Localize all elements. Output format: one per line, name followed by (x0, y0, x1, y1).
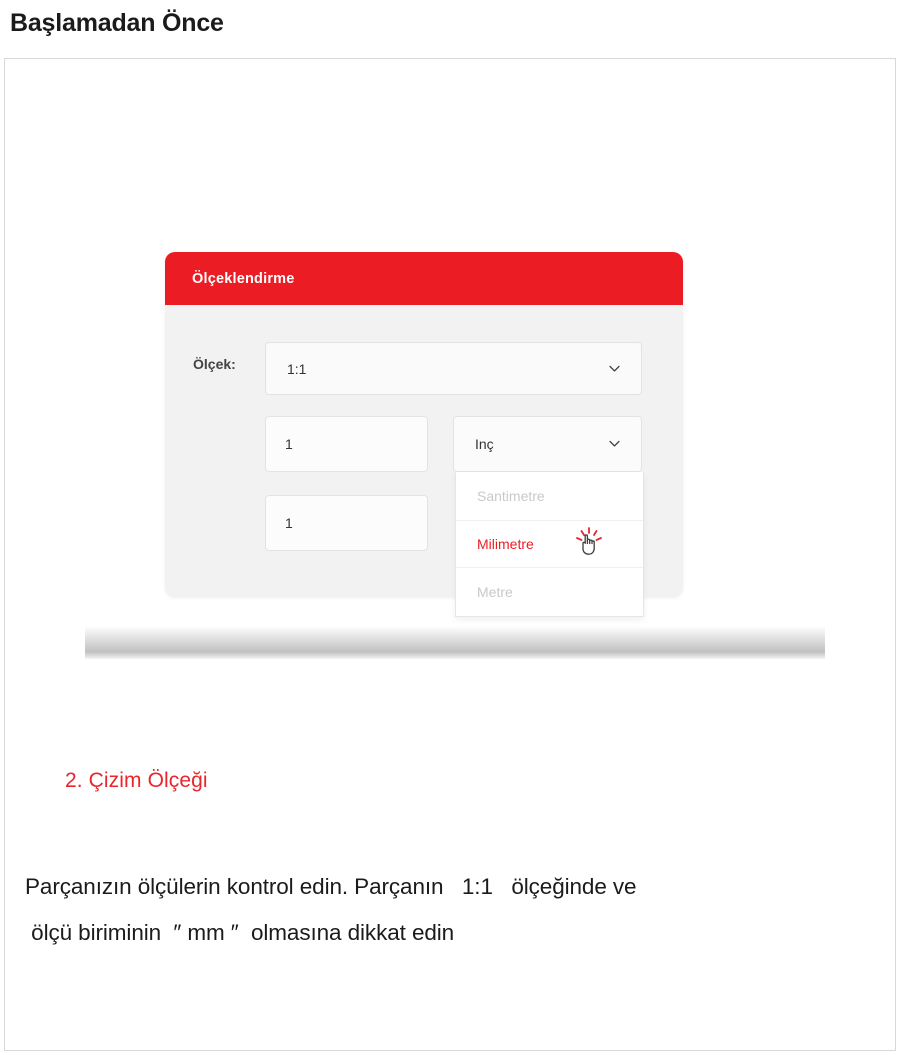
dropdown-option-label: Metre (477, 584, 513, 600)
dialog-title: Ölçeklendirme (192, 270, 295, 287)
scaling-dialog-illustration (85, 194, 825, 734)
dropdown-option-label: Santimetre (477, 488, 545, 504)
unit-select-value: Inç (475, 436, 494, 452)
content-frame (4, 58, 896, 1051)
dialog-titlebar (165, 252, 683, 305)
scaling-dialog (165, 252, 683, 600)
scale-label: Ölçek: (193, 356, 236, 372)
denominator-input[interactable] (265, 495, 428, 551)
dialog-shadow-strip (85, 626, 825, 659)
unit-dropdown-list[interactable] (455, 472, 644, 617)
chevron-down-icon (608, 437, 621, 450)
body-paragraph-line-1: Parçanızın ölçülerin kontrol edin. Parçanın 1:1 ölçeğinde ve (25, 874, 637, 899)
dropdown-option-label: Milimetre (477, 536, 534, 552)
scale-select[interactable] (265, 342, 642, 395)
dropdown-option-santimetre[interactable] (456, 472, 643, 520)
unit-select[interactable] (453, 416, 642, 472)
scale-select-value: 1:1 (287, 360, 307, 377)
numerator-value: 1 (285, 436, 293, 452)
body-paragraph-line-2: ölçü biriminin ″ mm ″ olmasına dikkat edin (25, 920, 455, 945)
dropdown-option-milimetre[interactable] (456, 520, 643, 568)
scale-row (165, 338, 683, 394)
body-paragraph (25, 864, 875, 956)
click-cursor-icon (572, 526, 606, 560)
numerator-input[interactable] (265, 416, 428, 472)
denominator-value: 1 (285, 515, 293, 531)
page-title: Başlamadan Önce (10, 9, 224, 37)
dropdown-option-metre[interactable] (456, 568, 643, 616)
chevron-down-icon (608, 362, 621, 375)
section-heading: 2. Çizim Ölçeği (65, 769, 208, 792)
